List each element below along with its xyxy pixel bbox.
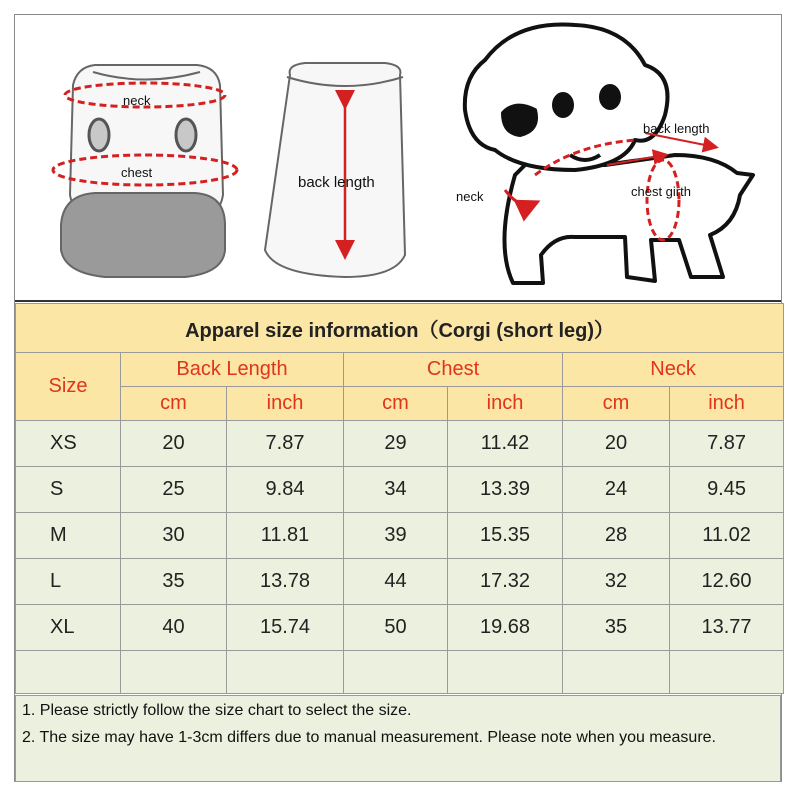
size-cell: L <box>16 559 121 605</box>
value-cell: 30 <box>121 513 227 559</box>
front-neck-label: neck <box>123 93 151 108</box>
value-cell: 39 <box>344 513 448 559</box>
divider-line <box>15 300 781 302</box>
back-length-label: back length <box>298 174 375 191</box>
value-cell: 40 <box>121 605 227 651</box>
value-cell: 7.87 <box>670 421 784 467</box>
illustration-panel <box>15 15 781 301</box>
table-row <box>16 605 784 651</box>
garment-front-figure <box>53 65 237 277</box>
value-cell: 25 <box>121 467 227 513</box>
table-row <box>16 513 784 559</box>
size-cell: M <box>16 513 121 559</box>
notes-section <box>15 695 781 782</box>
unit-header: cm <box>121 387 227 421</box>
value-cell: 35 <box>563 605 670 651</box>
value-cell: 13.39 <box>448 467 563 513</box>
back-length-header: Back Length <box>121 353 344 387</box>
value-cell: 11.02 <box>670 513 784 559</box>
size-table <box>15 303 784 694</box>
dog-neck-label: neck <box>456 189 484 204</box>
dog-back-length-label: back length <box>643 121 710 136</box>
value-cell: 35 <box>121 559 227 605</box>
value-cell: 11.42 <box>448 421 563 467</box>
note-line: 1. Please strictly follow the size chart to select the size. <box>22 702 412 719</box>
dog-figure <box>465 24 753 283</box>
chest-header: Chest <box>344 353 563 387</box>
table-title: Apparel size information（Corgi (short leg)） <box>16 304 784 353</box>
garment-back-figure <box>265 63 405 277</box>
value-cell: 11.81 <box>227 513 344 559</box>
unit-header: inch <box>670 387 784 421</box>
value-cell: 15.35 <box>448 513 563 559</box>
table-row <box>16 467 784 513</box>
unit-header: inch <box>227 387 344 421</box>
value-cell: 24 <box>563 467 670 513</box>
neck-header: Neck <box>563 353 784 387</box>
value-cell: 9.84 <box>227 467 344 513</box>
unit-header: cm <box>344 387 448 421</box>
value-cell: 34 <box>344 467 448 513</box>
table-row <box>16 559 784 605</box>
value-cell: 12.60 <box>670 559 784 605</box>
size-header: Size <box>16 353 121 421</box>
dog-chest-girth-label: chest girth <box>631 184 691 199</box>
value-cell: 13.78 <box>227 559 344 605</box>
value-cell: 20 <box>121 421 227 467</box>
value-cell: 19.68 <box>448 605 563 651</box>
unit-header: cm <box>563 387 670 421</box>
size-cell: XS <box>16 421 121 467</box>
note-line: 2. The size may have 1-3cm differs due to manual measurement. Please note when you measure. <box>22 729 716 746</box>
unit-header: inch <box>448 387 563 421</box>
size-cell: S <box>16 467 121 513</box>
value-cell: 13.77 <box>670 605 784 651</box>
value-cell: 20 <box>563 421 670 467</box>
size-cell: XL <box>16 605 121 651</box>
value-cell: 28 <box>563 513 670 559</box>
value-cell: 7.87 <box>227 421 344 467</box>
value-cell: 9.45 <box>670 467 784 513</box>
value-cell: 29 <box>344 421 448 467</box>
table-row-empty <box>16 651 784 694</box>
value-cell: 32 <box>563 559 670 605</box>
value-cell: 50 <box>344 605 448 651</box>
value-cell: 44 <box>344 559 448 605</box>
table-row <box>16 421 784 467</box>
value-cell: 17.32 <box>448 559 563 605</box>
value-cell: 15.74 <box>227 605 344 651</box>
front-chest-label: chest <box>121 165 153 180</box>
